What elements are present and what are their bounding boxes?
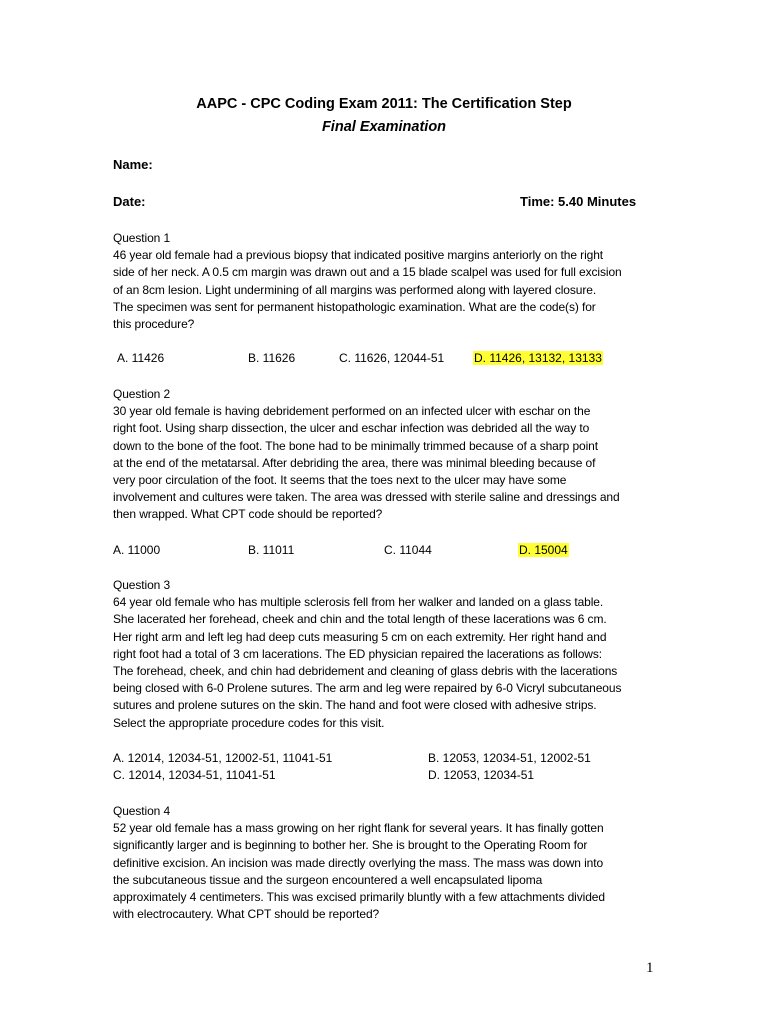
question-2 [113, 386, 673, 524]
question-text: 64 year old female who has multiple sclerosis fell from her walker and landed on a glass table. She lacerated her forehead, cheek and chin and the total length of these lacerations was 6 cm. Her right arm and left leg had deep cuts measuring 5 cm on each extremity. Her right hand and right foot had a total of 3 cm lacerations. The ED physician repaired the lacerations as follows: The forehead, cheek, and chin had debridement and cleaning of glass debris with the lacerations being closed with 6-0 Prolene sutures. The arm and leg were repaired by 6-0 Vicryl subcutaneous sutures and prolene sutures on the skin. The hand and foot were closed with adhesive strips. Select the appropriate procedure codes for this visit. [113, 595, 622, 730]
question-4 [113, 803, 673, 923]
answer-option-highlighted: D. 11426, 13132, 13133 [474, 351, 602, 365]
date-label: Date: [113, 194, 146, 209]
answer-option: A. 11426 [117, 351, 165, 365]
answer-option: B. 12053, 12034-51, 12002-51 [428, 751, 591, 765]
question-heading: Question 4 [113, 804, 171, 818]
question-text: 46 year old female had a previous biopsy that indicated positive margins anteriorly on the right side of her neck. A 0.5 cm margin was drawn out and a 15 blade scalpel was used for full excision of an 8cm lesion. Light undermining of all margins was performed along with layered closure. The specimen was sent for permanent histopathologic examination. What are the code(s) for this procedure? [113, 248, 622, 332]
answer-option: C. 11044 [384, 543, 432, 557]
question-heading: Question 1 [113, 231, 171, 245]
page-number: 1 [646, 960, 654, 976]
time-label: Time: 5.40 Minutes [520, 194, 637, 209]
answer-option: D. 12053, 12034-51 [428, 768, 535, 782]
answer-option: B. 11011 [248, 543, 295, 557]
answer-option: A. 12014, 12034-51, 12002-51, 11041-51 [113, 751, 333, 765]
answer-option: B. 11626 [248, 351, 296, 365]
answer-option: C. 11626, 12044-51 [339, 351, 445, 365]
question-heading: Question 3 [113, 578, 171, 592]
answer-option-highlighted: D. 15004 [519, 543, 568, 557]
question-3 [113, 577, 673, 732]
name-label: Name: [113, 157, 153, 172]
question-text: 52 year old female has a mass growing on her right flank for several years. It has finally gotten significantly larger and is beginning to bother her. She is brought to the Operating Room for definitive excision. An incision was made directly overlying the mass. The mass was down into the subcutaneous tissue and the surgeon encountered a well encapsulated lipoma approximately 4 centimeters. This was excised primarily bluntly with a few attachments divided with electrocautery. What CPT should be reported? [113, 821, 605, 922]
page-subtitle: Final Examination [321, 119, 447, 135]
question-heading: Question 2 [113, 387, 171, 401]
answer-option: C. 12014, 12034-51, 11041-51 [113, 768, 276, 782]
answer-option: A. 11000 [113, 543, 161, 557]
page-title: AAPC - CPC Coding Exam 2011: The Certification Step [196, 96, 572, 112]
question-1 [113, 230, 673, 333]
question-text: 30 year old female is having debridement performed on an infected ulcer with eschar on the right foot. Using sharp dissection, the ulcer and eschar infection was debrided all the way to down to the bone of the foot. The bone had to be minimally trimmed because of a sharp point at the end of the metatarsal. After debriding the area, there was minimal bleeding because of very poor circulation of the foot. It seems that the toes next to the ulcer may have some involvement and cultures were taken. The area was dressed with sterile saline and dressings and then wrapped. What CPT code should be reported? [113, 404, 620, 522]
